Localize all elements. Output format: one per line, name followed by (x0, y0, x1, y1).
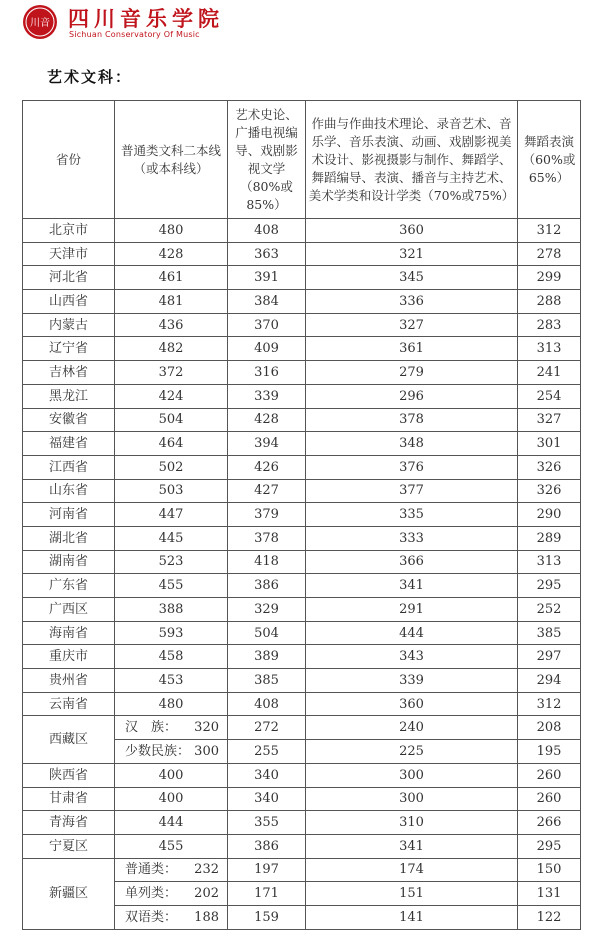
music-design-cell: 225 (306, 740, 518, 764)
music-design-cell: 366 (306, 550, 518, 574)
province-cell: 西藏区 (23, 716, 115, 763)
base-cell: 436 (115, 313, 228, 337)
music-design-cell: 378 (306, 408, 518, 432)
dance-cell: 295 (518, 834, 581, 858)
music-design-cell: 345 (306, 266, 518, 290)
dance-cell: 150 (518, 858, 581, 882)
dance-cell: 254 (518, 384, 581, 408)
base-value: 202 (194, 886, 219, 902)
base-cell: 481 (115, 290, 228, 314)
table-row (23, 455, 581, 479)
header-province: 省份 (23, 101, 115, 219)
province-cell: 山西省 (23, 290, 115, 314)
music-design-cell: 339 (306, 669, 518, 693)
province-cell: 山东省 (23, 479, 115, 503)
base-cell: 424 (115, 384, 228, 408)
music-design-cell: 336 (306, 290, 518, 314)
province-cell: 青海省 (23, 811, 115, 835)
art-theory-cell: 427 (228, 479, 306, 503)
dance-cell: 326 (518, 479, 581, 503)
dance-cell: 385 (518, 621, 581, 645)
music-design-cell: 360 (306, 219, 518, 243)
province-cell: 海南省 (23, 621, 115, 645)
dance-cell: 122 (518, 905, 581, 929)
art-theory-cell: 378 (228, 526, 306, 550)
music-design-cell: 327 (306, 313, 518, 337)
art-theory-cell: 386 (228, 834, 306, 858)
music-design-cell: 141 (306, 905, 518, 929)
art-theory-cell: 408 (228, 692, 306, 716)
table-row (23, 621, 581, 645)
music-design-cell: 360 (306, 692, 518, 716)
dance-cell: 288 (518, 290, 581, 314)
table-row (23, 219, 581, 243)
table-row (23, 669, 581, 693)
score-table (22, 100, 581, 930)
base-cell (115, 740, 228, 764)
table-row (23, 645, 581, 669)
art-theory-cell: 197 (228, 858, 306, 882)
table-row (23, 692, 581, 716)
music-design-cell: 310 (306, 811, 518, 835)
base-cell: 453 (115, 669, 228, 693)
section-title: 艺术文科： (47, 68, 133, 86)
base-cell: 503 (115, 479, 228, 503)
base-value: 300 (194, 743, 219, 759)
music-design-cell: 333 (306, 526, 518, 550)
base-cell: 464 (115, 432, 228, 456)
province-cell: 贵州省 (23, 669, 115, 693)
music-design-cell: 300 (306, 763, 518, 787)
base-cell: 458 (115, 645, 228, 669)
art-theory-cell: 370 (228, 313, 306, 337)
base-cell: 480 (115, 692, 228, 716)
base-cell (115, 905, 228, 929)
art-theory-cell: 504 (228, 621, 306, 645)
dance-cell: 313 (518, 550, 581, 574)
base-cell: 593 (115, 621, 228, 645)
art-theory-cell: 363 (228, 242, 306, 266)
dance-cell: 326 (518, 455, 581, 479)
dance-cell: 290 (518, 503, 581, 527)
table-row (23, 408, 581, 432)
province-cell: 湖南省 (23, 550, 115, 574)
province-cell: 宁夏区 (23, 834, 115, 858)
province-cell: 湖北省 (23, 526, 115, 550)
dance-cell: 299 (518, 266, 581, 290)
music-design-cell: 341 (306, 834, 518, 858)
table-row (23, 290, 581, 314)
base-cell: 400 (115, 763, 228, 787)
table-row (23, 598, 581, 622)
base-cell: 447 (115, 503, 228, 527)
music-design-cell: 361 (306, 337, 518, 361)
table-row (23, 550, 581, 574)
province-cell: 天津市 (23, 242, 115, 266)
art-theory-cell: 394 (228, 432, 306, 456)
table-row (23, 266, 581, 290)
header-art-theory: 艺术史论、广播电视编导、戏剧影视文学（80%或85%） (228, 101, 306, 219)
base-value: 232 (194, 862, 219, 878)
base-cell: 482 (115, 337, 228, 361)
table-row (23, 479, 581, 503)
table-row (23, 313, 581, 337)
art-theory-cell: 385 (228, 669, 306, 693)
province-cell: 甘肃省 (23, 787, 115, 811)
province-cell: 重庆市 (23, 645, 115, 669)
music-design-cell: 376 (306, 455, 518, 479)
music-design-cell: 335 (306, 503, 518, 527)
base-cell: 445 (115, 526, 228, 550)
table-header-row (23, 101, 581, 219)
music-design-cell: 343 (306, 645, 518, 669)
table-row (23, 858, 581, 882)
music-design-cell: 341 (306, 574, 518, 598)
base-cell: 461 (115, 266, 228, 290)
dance-cell: 327 (518, 408, 581, 432)
music-design-cell: 300 (306, 787, 518, 811)
art-theory-cell: 340 (228, 787, 306, 811)
school-logo-icon (22, 4, 58, 40)
table-row (23, 574, 581, 598)
dance-cell: 312 (518, 692, 581, 716)
art-theory-cell: 355 (228, 811, 306, 835)
dance-cell: 195 (518, 740, 581, 764)
base-cell: 372 (115, 361, 228, 385)
dance-cell: 312 (518, 219, 581, 243)
music-design-cell: 348 (306, 432, 518, 456)
music-design-cell: 151 (306, 882, 518, 906)
school-name-cn: 四川音乐学院 (68, 6, 224, 31)
dance-cell: 208 (518, 716, 581, 740)
art-theory-cell: 389 (228, 645, 306, 669)
table-row (23, 787, 581, 811)
art-theory-cell: 329 (228, 598, 306, 622)
province-cell: 吉林省 (23, 361, 115, 385)
province-cell: 内蒙古 (23, 313, 115, 337)
base-cell: 523 (115, 550, 228, 574)
province-cell: 云南省 (23, 692, 115, 716)
table-row (23, 526, 581, 550)
province-cell: 福建省 (23, 432, 115, 456)
province-cell: 广西区 (23, 598, 115, 622)
music-design-cell: 377 (306, 479, 518, 503)
dance-cell: 283 (518, 313, 581, 337)
table-row (23, 716, 581, 740)
header-music-design: 作曲与作曲技术理论、录音艺术、音乐学、音乐表演、动画、戏剧影视美术设计、影视摄影与制作、舞蹈学、舞蹈编导、表演、播音与主持艺术、美术学类和设计学类（70%或75%） (306, 101, 518, 219)
dance-cell: 301 (518, 432, 581, 456)
dance-cell: 313 (518, 337, 581, 361)
table-body (23, 219, 581, 930)
art-theory-cell: 409 (228, 337, 306, 361)
dance-cell: 297 (518, 645, 581, 669)
dance-cell: 294 (518, 669, 581, 693)
music-design-cell: 174 (306, 858, 518, 882)
province-cell: 河南省 (23, 503, 115, 527)
logo-text: 川音 (30, 18, 50, 29)
base-cell (115, 858, 228, 882)
dance-cell: 131 (518, 882, 581, 906)
base-cell (115, 882, 228, 906)
dance-cell: 241 (518, 361, 581, 385)
table-row (23, 432, 581, 456)
base-cell: 400 (115, 787, 228, 811)
dance-cell: 278 (518, 242, 581, 266)
table-row (23, 337, 581, 361)
dance-cell: 295 (518, 574, 581, 598)
art-theory-cell: 159 (228, 905, 306, 929)
art-theory-cell: 391 (228, 266, 306, 290)
art-theory-cell: 426 (228, 455, 306, 479)
subgroup-label: 普通类： (125, 862, 178, 878)
base-cell (115, 716, 228, 740)
school-name-en: Sichuan Conservatory Of Music (69, 30, 200, 39)
subgroup-label: 汉 族： (125, 720, 178, 736)
base-value: 188 (194, 909, 219, 925)
table-row (23, 811, 581, 835)
art-theory-cell: 255 (228, 740, 306, 764)
base-cell: 502 (115, 455, 228, 479)
table-row (23, 361, 581, 385)
subgroup-label: 少数民族： (125, 743, 191, 759)
dance-cell: 252 (518, 598, 581, 622)
province-cell: 北京市 (23, 219, 115, 243)
subgroup-label: 双语类： (125, 909, 178, 925)
dance-cell: 266 (518, 811, 581, 835)
province-cell: 广东省 (23, 574, 115, 598)
art-theory-cell: 171 (228, 882, 306, 906)
header-dance: 舞蹈表演（60%或65%） (518, 101, 581, 219)
province-cell: 江西省 (23, 455, 115, 479)
art-theory-cell: 340 (228, 763, 306, 787)
province-cell: 河北省 (23, 266, 115, 290)
province-cell: 辽宁省 (23, 337, 115, 361)
music-design-cell: 321 (306, 242, 518, 266)
table-row (23, 763, 581, 787)
art-theory-cell: 384 (228, 290, 306, 314)
table-row (23, 242, 581, 266)
province-cell: 新疆区 (23, 858, 115, 929)
art-theory-cell: 428 (228, 408, 306, 432)
dance-cell: 260 (518, 787, 581, 811)
base-cell: 444 (115, 811, 228, 835)
art-theory-cell: 418 (228, 550, 306, 574)
dance-cell: 289 (518, 526, 581, 550)
subgroup-label: 单列类： (125, 886, 178, 902)
base-cell: 480 (115, 219, 228, 243)
province-cell: 陕西省 (23, 763, 115, 787)
base-cell: 388 (115, 598, 228, 622)
art-theory-cell: 316 (228, 361, 306, 385)
base-cell: 455 (115, 574, 228, 598)
art-theory-cell: 379 (228, 503, 306, 527)
table-row (23, 834, 581, 858)
base-value: 320 (194, 720, 219, 736)
dance-cell: 260 (518, 763, 581, 787)
header-base-line: 普通类文科二本线（或本科线） (115, 101, 228, 219)
music-design-cell: 291 (306, 598, 518, 622)
table-row (23, 384, 581, 408)
base-cell: 428 (115, 242, 228, 266)
base-cell: 455 (115, 834, 228, 858)
art-theory-cell: 408 (228, 219, 306, 243)
music-design-cell: 296 (306, 384, 518, 408)
province-cell: 安徽省 (23, 408, 115, 432)
base-cell: 504 (115, 408, 228, 432)
province-cell: 黑龙江 (23, 384, 115, 408)
table-row (23, 503, 581, 527)
music-design-cell: 240 (306, 716, 518, 740)
art-theory-cell: 386 (228, 574, 306, 598)
art-theory-cell: 339 (228, 384, 306, 408)
music-design-cell: 444 (306, 621, 518, 645)
music-design-cell: 279 (306, 361, 518, 385)
art-theory-cell: 272 (228, 716, 306, 740)
page-header (22, 4, 282, 44)
